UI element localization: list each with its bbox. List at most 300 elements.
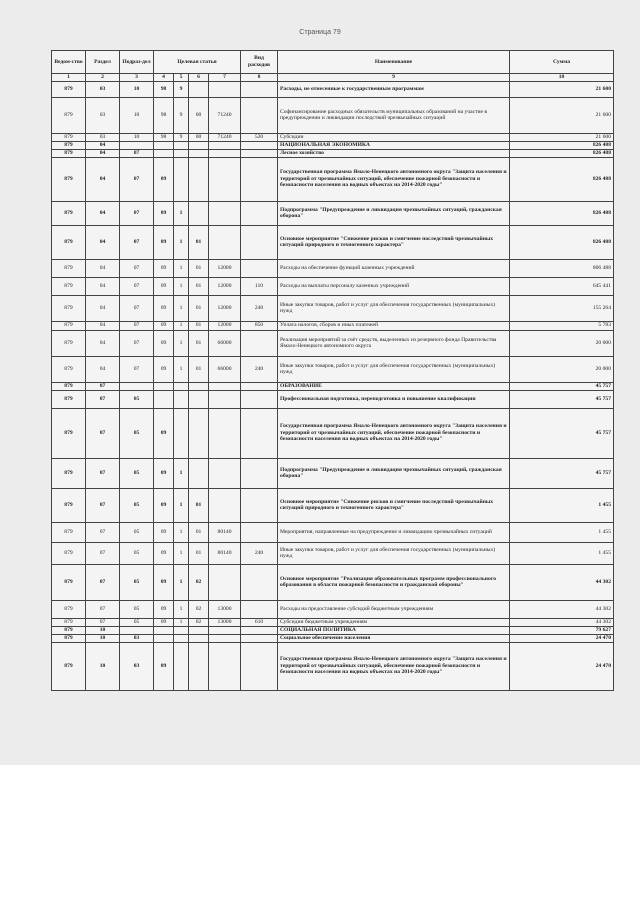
dept-cell: 879	[52, 382, 86, 390]
section-cell: 07	[86, 564, 120, 600]
event-cell: 02	[189, 564, 209, 600]
expense-type-cell	[241, 390, 278, 408]
subsection-cell: 07	[120, 295, 154, 321]
expense-type-cell: 520	[241, 133, 278, 141]
direction-cell: 12000	[209, 277, 241, 295]
section-cell: 07	[86, 488, 120, 522]
amount-cell: 44 302	[510, 600, 614, 618]
event-cell	[189, 458, 209, 488]
subsection-cell: 07	[120, 330, 154, 356]
program-cell: 09	[154, 356, 174, 382]
subsection-cell: 05	[120, 390, 154, 408]
header-expense-type: Вид расходов	[241, 51, 278, 74]
section-cell: 07	[86, 522, 120, 542]
subsection-cell: 07	[120, 259, 154, 277]
amount-cell: 21 600	[510, 133, 614, 141]
table-row	[52, 356, 614, 382]
column-number: 1	[52, 74, 86, 82]
event-cell: 00	[189, 97, 209, 133]
program-cell: 09	[154, 295, 174, 321]
program-cell: 98	[154, 133, 174, 141]
expense-type-cell	[241, 600, 278, 618]
name-cell: Расходы на предоставление субсидий бюджетным учреждениям	[278, 600, 510, 618]
direction-cell	[209, 564, 241, 600]
table-row	[52, 277, 614, 295]
event-cell	[189, 141, 209, 149]
table-row	[52, 408, 614, 458]
name-cell: Лесное хозяйство	[278, 149, 510, 157]
event-cell	[189, 642, 209, 690]
event-cell: 00	[189, 133, 209, 141]
section-cell: 04	[86, 356, 120, 382]
subprogram-cell: 1	[174, 542, 189, 564]
name-cell: Субсидии бюджетным учреждениям	[278, 618, 510, 626]
section-cell: 10	[86, 634, 120, 642]
dept-cell: 879	[52, 225, 86, 259]
event-cell: 01	[189, 321, 209, 330]
program-cell: 09	[154, 564, 174, 600]
amount-cell: 45 757	[510, 458, 614, 488]
event-cell	[189, 390, 209, 408]
header-name: Наименование	[278, 51, 510, 74]
table-row	[52, 642, 614, 690]
section-cell: 04	[86, 225, 120, 259]
event-cell	[189, 634, 209, 642]
program-cell: 09	[154, 522, 174, 542]
direction-cell	[209, 634, 241, 642]
subprogram-cell: 1	[174, 201, 189, 225]
subsection-cell	[120, 382, 154, 390]
subsection-cell: 05	[120, 618, 154, 626]
subsection-cell: 03	[120, 642, 154, 690]
subsection-cell: 03	[120, 634, 154, 642]
direction-cell	[209, 141, 241, 149]
subsection-cell: 10	[120, 97, 154, 133]
expense-type-cell	[241, 488, 278, 522]
header-department: Ведом-ство	[52, 51, 86, 74]
table-row	[52, 259, 614, 277]
subsection-cell: 07	[120, 277, 154, 295]
name-cell: Основное мероприятие "Снижение рисков и смягчение последствий чрезвычайных ситуаций природного и техногенного характера"	[278, 225, 510, 259]
program-cell: 09	[154, 321, 174, 330]
dept-cell: 879	[52, 408, 86, 458]
dept-cell: 879	[52, 642, 86, 690]
table-row	[52, 321, 614, 330]
subprogram-cell: 1	[174, 564, 189, 600]
program-cell	[154, 141, 174, 149]
event-cell	[189, 382, 209, 390]
dept-cell: 879	[52, 201, 86, 225]
expense-type-cell: 240	[241, 542, 278, 564]
subsection-cell: 07	[120, 225, 154, 259]
subsection-cell: 05	[120, 488, 154, 522]
table-row	[52, 141, 614, 149]
section-cell: 07	[86, 458, 120, 488]
column-number: 8	[241, 74, 278, 82]
program-cell: 09	[154, 618, 174, 626]
direction-cell: 71240	[209, 97, 241, 133]
dept-cell: 879	[52, 356, 86, 382]
name-cell: Субсидии	[278, 133, 510, 141]
dept-cell: 879	[52, 458, 86, 488]
section-cell: 04	[86, 277, 120, 295]
name-cell: Государственная программа Ямало-Ненецкого автономного округа "Защита населения и территорий от чрезвычайных ситуаций, обеспечение пожарной безопасности и безопасности населения на водных объектах на 2014-2020 годы"	[278, 408, 510, 458]
program-cell: 98	[154, 97, 174, 133]
program-cell: 09	[154, 225, 174, 259]
column-number: 5	[174, 74, 189, 82]
direction-cell: 13000	[209, 618, 241, 626]
subprogram-cell: 1	[174, 488, 189, 522]
dept-cell: 879	[52, 295, 86, 321]
amount-cell: 21 600	[510, 97, 614, 133]
table-row	[52, 157, 614, 201]
direction-cell	[209, 225, 241, 259]
program-cell: 09	[154, 600, 174, 618]
program-cell	[154, 382, 174, 390]
section-cell: 10	[86, 642, 120, 690]
amount-cell: 1 455	[510, 542, 614, 564]
dept-cell: 879	[52, 522, 86, 542]
subsection-cell: 10	[120, 81, 154, 97]
direction-cell	[209, 626, 241, 634]
subprogram-cell: 1	[174, 618, 189, 626]
name-cell: Расходы на выплаты персоналу казенных учреждений	[278, 277, 510, 295]
section-cell: 04	[86, 157, 120, 201]
column-number-row	[52, 74, 614, 82]
name-cell: Софинансирование расходных обязательств муниципальных образований на участие в предупреждении и ликвидации последствий чрезвычайных ситуаций	[278, 97, 510, 133]
table-header-row	[52, 51, 614, 74]
section-cell: 03	[86, 97, 120, 133]
dept-cell: 879	[52, 133, 86, 141]
amount-cell: 826 488	[510, 141, 614, 149]
program-cell: 09	[154, 330, 174, 356]
column-number: 7	[209, 74, 241, 82]
amount-cell: 21 600	[510, 81, 614, 97]
section-cell: 04	[86, 259, 120, 277]
subprogram-cell	[174, 382, 189, 390]
section-cell: 04	[86, 321, 120, 330]
expense-type-cell	[241, 157, 278, 201]
direction-cell	[209, 488, 241, 522]
name-cell: Государственная программа Ямало-Ненецкого автономного округа "Защита населения и территорий от чрезвычайных ситуаций, обеспечение пожарной безопасности и безопасности населения на водных объектах на 2014-2020 годы"	[278, 157, 510, 201]
header-target-article: Целевая статья	[154, 51, 241, 74]
amount-cell: 806 488	[510, 259, 614, 277]
program-cell	[154, 390, 174, 408]
direction-cell	[209, 390, 241, 408]
subprogram-cell	[174, 634, 189, 642]
direction-cell: 66000	[209, 356, 241, 382]
event-cell	[189, 626, 209, 634]
program-cell: 09	[154, 157, 174, 201]
column-number: 2	[86, 74, 120, 82]
event-cell	[189, 81, 209, 97]
section-cell: 03	[86, 81, 120, 97]
section-cell: 04	[86, 201, 120, 225]
direction-cell: 66000	[209, 330, 241, 356]
table-row	[52, 564, 614, 600]
expense-type-cell	[241, 626, 278, 634]
expense-type-cell	[241, 141, 278, 149]
name-cell: Иные закупки товаров, работ и услуг для обеспечения государственных (муниципальных) нужд	[278, 295, 510, 321]
amount-cell: 1 455	[510, 522, 614, 542]
table-row	[52, 133, 614, 141]
event-cell: 01	[189, 277, 209, 295]
table-row	[52, 382, 614, 390]
event-cell: 01	[189, 259, 209, 277]
amount-cell: 826 488	[510, 149, 614, 157]
amount-cell: 79 627	[510, 626, 614, 634]
section-cell: 03	[86, 133, 120, 141]
name-cell: НАЦИОНАЛЬНАЯ ЭКОНОМИКА	[278, 141, 510, 149]
subsection-cell: 05	[120, 564, 154, 600]
subsection-cell: 05	[120, 522, 154, 542]
column-number: 10	[510, 74, 614, 82]
direction-cell: 12000	[209, 321, 241, 330]
program-cell: 09	[154, 277, 174, 295]
dept-cell: 879	[52, 330, 86, 356]
dept-cell: 879	[52, 564, 86, 600]
header-amount: Сумма	[510, 51, 614, 74]
expense-type-cell	[241, 382, 278, 390]
amount-cell: 826 488	[510, 225, 614, 259]
subprogram-cell: 9	[174, 97, 189, 133]
subprogram-cell	[174, 642, 189, 690]
subprogram-cell: 9	[174, 81, 189, 97]
direction-cell	[209, 642, 241, 690]
program-cell: 09	[154, 542, 174, 564]
amount-cell: 45 757	[510, 390, 614, 408]
expense-type-cell	[241, 149, 278, 157]
amount-cell: 826 488	[510, 157, 614, 201]
section-cell: 04	[86, 330, 120, 356]
section-cell: 07	[86, 390, 120, 408]
direction-cell	[209, 408, 241, 458]
expense-type-cell	[241, 259, 278, 277]
name-cell: Уплата налогов, сборов и иных платежей	[278, 321, 510, 330]
program-cell: 09	[154, 458, 174, 488]
amount-cell: 44 302	[510, 564, 614, 600]
program-cell	[154, 626, 174, 634]
name-cell: Иные закупки товаров, работ и услуг для обеспечения государственных (муниципальных) нужд	[278, 542, 510, 564]
expense-type-cell	[241, 408, 278, 458]
program-cell: 09	[154, 201, 174, 225]
subsection-cell: 07	[120, 321, 154, 330]
name-cell: Расходы, не отнесенные к государственным программам	[278, 81, 510, 97]
dept-cell: 879	[52, 81, 86, 97]
direction-cell	[209, 201, 241, 225]
dept-cell: 879	[52, 390, 86, 408]
name-cell: СОЦИАЛЬНАЯ ПОЛИТИКА	[278, 626, 510, 634]
event-cell	[189, 408, 209, 458]
dept-cell: 879	[52, 141, 86, 149]
subprogram-cell: 1	[174, 259, 189, 277]
subsection-cell: 05	[120, 408, 154, 458]
subprogram-cell: 1	[174, 330, 189, 356]
expense-type-cell: 610	[241, 618, 278, 626]
name-cell: Профессиональная подготовка, переподготовка и повышение квалификации	[278, 390, 510, 408]
subsection-cell: 07	[120, 157, 154, 201]
subprogram-cell	[174, 157, 189, 201]
event-cell: 01	[189, 330, 209, 356]
column-number: 3	[120, 74, 154, 82]
amount-cell: 20 000	[510, 356, 614, 382]
subsection-cell: 05	[120, 458, 154, 488]
program-cell: 98	[154, 81, 174, 97]
amount-cell: 24 470	[510, 642, 614, 690]
subprogram-cell: 1	[174, 522, 189, 542]
subprogram-cell: 9	[174, 133, 189, 141]
expense-type-cell	[241, 330, 278, 356]
subprogram-cell	[174, 149, 189, 157]
header-section: Раздел	[86, 51, 120, 74]
dept-cell: 879	[52, 97, 86, 133]
amount-cell: 645 441	[510, 277, 614, 295]
name-cell: Подпрограмма "Предупреждение и ликвидация чрезвычайных ситуаций, гражданская оборона"	[278, 458, 510, 488]
dept-cell: 879	[52, 634, 86, 642]
subprogram-cell: 1	[174, 356, 189, 382]
table-row	[52, 618, 614, 626]
name-cell: Расходы на обеспечение функций казенных учреждений	[278, 259, 510, 277]
program-cell: 09	[154, 488, 174, 522]
program-cell: 09	[154, 408, 174, 458]
table-row	[52, 97, 614, 133]
name-cell: Подпрограмма "Предупреждение и ликвидация чрезвычайных ситуаций, гражданская оборона"	[278, 201, 510, 225]
subprogram-cell	[174, 626, 189, 634]
page-number-label: Страница 79	[299, 29, 341, 36]
subprogram-cell: 1	[174, 225, 189, 259]
name-cell: Социальное обеспечение населения	[278, 634, 510, 642]
name-cell: Реализация мероприятий за счёт средств, выделенных из резервного фонда Правительства Ямало-Ненецкого автономного округа	[278, 330, 510, 356]
event-cell: 01	[189, 295, 209, 321]
amount-cell: 155 264	[510, 295, 614, 321]
expense-type-cell	[241, 458, 278, 488]
direction-cell	[209, 458, 241, 488]
program-cell	[154, 149, 174, 157]
amount-cell: 24 470	[510, 634, 614, 642]
amount-cell: 20 000	[510, 330, 614, 356]
event-cell: 02	[189, 618, 209, 626]
name-cell: Основное мероприятие "Реализация образовательных программ профессионального образования в области пожарной безопасности и гражданской обороны"	[278, 564, 510, 600]
amount-cell: 45 757	[510, 382, 614, 390]
dept-cell: 879	[52, 157, 86, 201]
table-row	[52, 295, 614, 321]
section-cell: 07	[86, 408, 120, 458]
expense-type-cell	[241, 201, 278, 225]
subprogram-cell: 1	[174, 458, 189, 488]
table-row	[52, 149, 614, 157]
dept-cell: 879	[52, 626, 86, 634]
direction-cell: 80140	[209, 542, 241, 564]
event-cell: 01	[189, 542, 209, 564]
name-cell: Мероприятия, направленные на предупреждение и ликвидацию чрезвычайных ситуаций	[278, 522, 510, 542]
direction-cell	[209, 81, 241, 97]
event-cell: 01	[189, 356, 209, 382]
section-cell: 10	[86, 626, 120, 634]
subprogram-cell: 1	[174, 600, 189, 618]
event-cell	[189, 157, 209, 201]
subsection-cell: 07	[120, 201, 154, 225]
subprogram-cell: 1	[174, 295, 189, 321]
expense-type-cell: 110	[241, 277, 278, 295]
column-number: 4	[154, 74, 174, 82]
dept-cell: 879	[52, 488, 86, 522]
event-cell: 01	[189, 225, 209, 259]
program-cell: 09	[154, 259, 174, 277]
event-cell	[189, 149, 209, 157]
dept-cell: 879	[52, 149, 86, 157]
table-row	[52, 488, 614, 522]
dept-cell: 879	[52, 542, 86, 564]
direction-cell: 12000	[209, 259, 241, 277]
table-row	[52, 626, 614, 634]
section-cell: 07	[86, 542, 120, 564]
dept-cell: 879	[52, 321, 86, 330]
section-cell: 07	[86, 382, 120, 390]
name-cell: ОБРАЗОВАНИЕ	[278, 382, 510, 390]
expense-type-cell: 850	[241, 321, 278, 330]
amount-cell: 1 455	[510, 488, 614, 522]
event-cell: 01	[189, 488, 209, 522]
expense-type-cell	[241, 634, 278, 642]
section-cell: 07	[86, 600, 120, 618]
subprogram-cell	[174, 141, 189, 149]
table-row	[52, 390, 614, 408]
direction-cell: 13000	[209, 600, 241, 618]
subsection-cell: 10	[120, 133, 154, 141]
expense-type-cell	[241, 97, 278, 133]
name-cell: Иные закупки товаров, работ и услуг для обеспечения государственных (муниципальных) нужд	[278, 356, 510, 382]
table-row	[52, 458, 614, 488]
expense-type-cell	[241, 225, 278, 259]
table-row	[52, 600, 614, 618]
column-number: 9	[278, 74, 510, 82]
dept-cell: 879	[52, 259, 86, 277]
subsection-cell	[120, 141, 154, 149]
program-cell	[154, 634, 174, 642]
section-cell: 04	[86, 141, 120, 149]
amount-cell: 44 302	[510, 618, 614, 626]
direction-cell	[209, 157, 241, 201]
amount-cell: 45 757	[510, 408, 614, 458]
name-cell: Государственная программа Ямало-Ненецкого автономного округа "Защита населения и территорий от чрезвычайных ситуаций, обеспечение пожарной безопасности и безопасности населения на водных объектах на 2014-2020 годы"	[278, 642, 510, 690]
subprogram-cell	[174, 390, 189, 408]
section-cell: 04	[86, 149, 120, 157]
subsection-cell: 05	[120, 542, 154, 564]
expense-type-cell	[241, 642, 278, 690]
table-row	[52, 634, 614, 642]
program-cell: 09	[154, 642, 174, 690]
event-cell: 02	[189, 600, 209, 618]
expense-type-cell: 240	[241, 356, 278, 382]
header-subsection: Подраз-дел	[120, 51, 154, 74]
subsection-cell	[120, 626, 154, 634]
section-cell: 04	[86, 295, 120, 321]
direction-cell: 12000	[209, 295, 241, 321]
table-row	[52, 330, 614, 356]
direction-cell: 71240	[209, 133, 241, 141]
dept-cell: 879	[52, 600, 86, 618]
budget-table	[51, 50, 614, 691]
table-row	[52, 522, 614, 542]
expense-type-cell: 240	[241, 295, 278, 321]
table-row	[52, 201, 614, 225]
name-cell: Основное мероприятие "Снижение рисков и смягчение последствий чрезвычайных ситуаций природного и техногенного характера"	[278, 488, 510, 522]
table-row	[52, 542, 614, 564]
expense-type-cell	[241, 522, 278, 542]
amount-cell: 5 783	[510, 321, 614, 330]
subprogram-cell: 1	[174, 321, 189, 330]
dept-cell: 879	[52, 618, 86, 626]
